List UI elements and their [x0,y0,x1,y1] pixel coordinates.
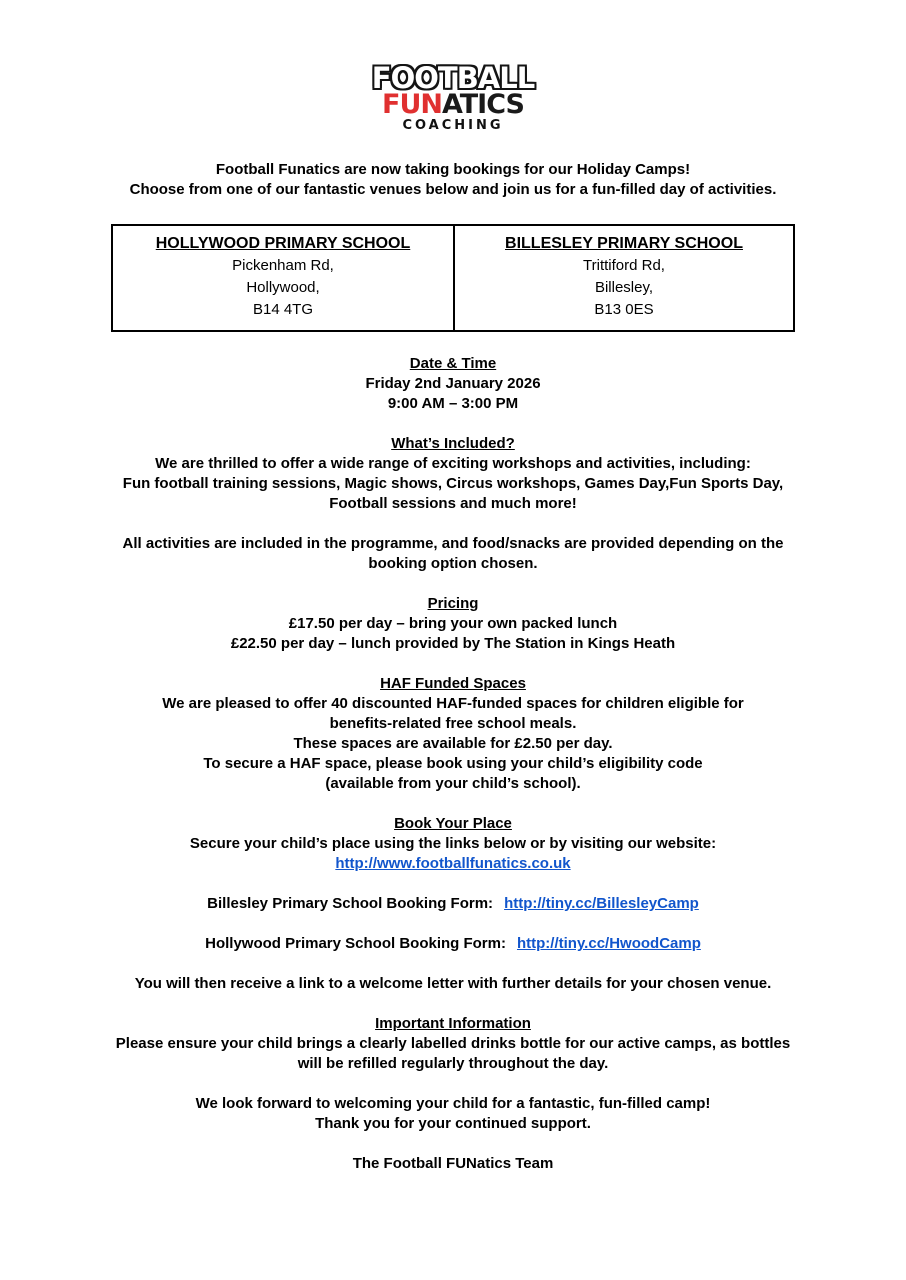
hollywood-booking-line [0,934,906,954]
logo-coaching-text: COACHING [402,118,504,133]
venue-name: BILLESLEY PRIMARY SCHOOL [505,235,743,252]
hollywood-booking-link[interactable]: http://tiny.cc/HwoodCamp [516,935,701,952]
intro-line: Football Funatics are now taking bookings for our Holiday Camps! [215,161,691,178]
venue-address-line: B13 0ES [594,301,654,318]
whats-included-line: booking option chosen. [368,555,538,572]
haf-section [0,674,906,794]
venue-cell-hollywood [113,226,453,330]
billesley-booking-link[interactable]: http://tiny.cc/BillesleyCamp [504,895,699,912]
whats-included-heading: What’s Included? [391,435,515,452]
date-line: Friday 2nd January 2026 [365,375,541,392]
whats-included-line: Football sessions and much more! [329,495,577,512]
logo-funatics-text [0,89,906,120]
important-info-line: Please ensure your child brings a clearly labelled drinks bottle for our active camps, as bottles [115,1035,791,1052]
venue-address-line: Pickenham Rd, [232,257,334,274]
haf-line: We are pleased to offer 40 discounted HAF-funded spaces for children eligible for [162,695,744,712]
closing-line: We look forward to welcoming your child for a fantastic, fun-filled camp! [195,1095,711,1112]
pricing-line: £22.50 per day – lunch provided by The Station in Kings Heath [230,635,676,652]
venue-address-line: B14 4TG [252,301,314,318]
logo-fun-red-text: FUN [382,89,442,120]
football-funatics-logo [0,61,906,133]
closing-section [0,1094,906,1174]
venue-address-line: Billesley, [594,279,654,296]
pricing-heading: Pricing [427,595,479,612]
haf-line: To secure a HAF space, please book using your child’s eligibility code [203,755,703,772]
haf-line: (available from your child’s school). [325,775,581,792]
whats-included-section [0,434,906,574]
logo-atics-text: ATICS [441,89,524,120]
logo-football-text: FOOTBALL [371,61,535,95]
haf-line: benefits-related free school meals. [329,715,577,732]
important-info-heading: Important Information [375,1015,531,1032]
intro-section [0,160,906,200]
haf-line: These spaces are available for £2.50 per day. [293,735,613,752]
website-link-line [0,854,906,874]
haf-heading: HAF Funded Spaces [380,675,526,692]
venue-cell-billesley [453,226,793,330]
important-info-line: will be refilled regularly throughout the day. [297,1055,609,1072]
billesley-booking-label: Billesley Primary School Booking Form: [207,895,494,912]
date-time-heading: Date & Time [409,355,497,372]
signature-line: The Football FUNatics Team [352,1155,554,1172]
pricing-line: £17.50 per day – bring your own packed lunch [288,615,618,632]
billesley-booking-line [0,894,906,914]
book-intro-line: Secure your child’s place using the links below or by visiting our website: [189,835,717,852]
date-time-section [0,354,906,414]
time-line: 9:00 AM – 3:00 PM [387,395,519,412]
intro-line: Choose from one of our fantastic venues below and join us for a fun-filled day of activities. [129,181,777,198]
book-your-place-section [0,814,906,994]
important-info-section [0,1014,906,1074]
closing-line: Thank you for your continued support. [315,1115,591,1132]
venue-address-line: Hollywood, [246,279,320,296]
whats-included-line: We are thrilled to offer a wide range of exciting workshops and activities, including: [155,455,751,472]
hollywood-booking-label: Hollywood Primary School Booking Form: [205,935,506,952]
venue-table [111,224,795,332]
pricing-section [0,594,906,654]
website-link[interactable]: http://www.footballfunatics.co.uk [335,855,571,872]
booking-followup-line: You will then receive a link to a welcome letter with further details for your chosen venue. [134,975,772,992]
whats-included-line: All activities are included in the programme, and food/snacks are provided depending on the [122,535,784,552]
book-your-place-heading: Book Your Place [394,815,512,832]
venue-address-line: Trittiford Rd, [583,257,665,274]
whats-included-line: Fun football training sessions, Magic shows, Circus workshops, Games Day,Fun Sports Day, [122,475,784,492]
venue-name: HOLLYWOOD PRIMARY SCHOOL [155,235,411,252]
